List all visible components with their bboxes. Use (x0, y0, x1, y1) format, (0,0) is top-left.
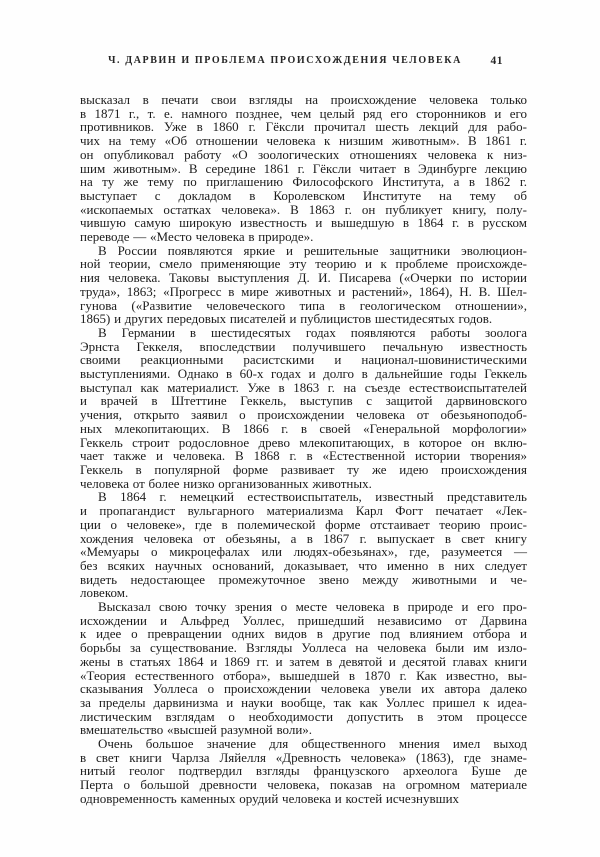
text-line: и врачей в Штеттине Геккель, выступив с защитой дарвиновского (80, 393, 527, 409)
text-line: на ту же тему по приглашению Философского Института, а в 1862 г. (80, 174, 527, 190)
text-line: 1865) и других передовых писателей и публицистов шестидесятых годов. (80, 311, 493, 327)
text-line: борьбы за существование. Взгляды Уоллеса на человека были им изло- (80, 640, 527, 656)
text-line: ных млекопитающих. В 1866 г. в своей «Генеральной морфологии» (80, 420, 527, 436)
text-line: переводе — «Место человека в природе». (80, 229, 314, 245)
text-line: жены в статьях 1864 и 1869 гг. и затем в девятой и десятой главах книги (80, 653, 527, 669)
paragraph (80, 93, 527, 244)
text-line: чих на тему «Об отношении человека к низшим животным». В 1861 г. (80, 133, 527, 149)
paragraph (80, 490, 527, 600)
text-line: листическим взглядам о необходимости допустить в этом процессе (80, 708, 527, 724)
text-block (80, 93, 527, 806)
text-line: «Теория естественного отбора», вышедшей в 1870 г. Как известно, вы- (80, 667, 527, 683)
text-line: В 1864 г. немецкий естествоиспытатель, известный представитель (98, 489, 527, 505)
text-line: гунова («Развитие человеческого типа в геологическом отношении», (80, 297, 527, 313)
text-line: ции о человеке», где в полемической форме отстаивает теорию проис- (80, 516, 527, 532)
text-line: ния человека. Таковы выступления Д. И. Писарева («Очерки по истории (80, 270, 527, 286)
text-line: своими реакционными расистскими и национал-шовинистическими (80, 352, 527, 368)
text-line: хождения человека от обезьяны, а в 1867 г. выпускает в свет книгу (80, 530, 527, 546)
text-line: видеть недостающее промежуточное звено между животными и че- (80, 571, 527, 587)
text-line: Эрнста Геккеля, впоследствии получившего печальную известность (80, 338, 527, 354)
paragraph (80, 326, 527, 490)
text-line: противников. Уже в 1860 г. Гёксли прочитал шесть лекций для рабо- (80, 119, 527, 135)
text-line: выступал как материалист. Уже в 1863 г. на съезде естествоиспытателей (80, 379, 527, 395)
text-line: труда», 1863; «Прогресс в мире животных и растений», 1864), Н. В. Шел- (80, 283, 527, 299)
text-line: шим животным». В середине 1861 г. Гёксли читает в Эдинбурге лекцию (80, 160, 527, 176)
text-line: чившую самую широкую известность и вышедшую в 1864 г. в русском (80, 215, 527, 231)
text-line: «Мемуары о микроцефалах или людях-обезьянах», где, разумеется — (80, 544, 527, 560)
text-line: чает также и человека. В 1868 г. в «Естественной истории творения» (80, 448, 527, 464)
text-line: вмешательство «высшей разумной воли». (80, 722, 313, 738)
text-line: в свет книги Чарлза Ляйелля «Древность человека» (1863), где знаме- (80, 749, 527, 765)
text-line: В России появляются яркие и решительные защитники эволюцион- (98, 242, 527, 258)
text-line: он опубликовал работу «О зоологических отношениях человека к низ- (80, 146, 527, 162)
text-line: сказывания Уоллеса о происхождении человека увели их автора далеко (80, 681, 527, 697)
text-line: «ископаемых остатках человека». В 1863 г. он публикует книгу, полу- (80, 201, 527, 217)
text-line: за пределы дарвинизма и науки вообще, так как Уоллес пришел к идеа- (80, 694, 527, 710)
text-line: В Германии в шестидесятых годах появляются работы зоолога (98, 324, 527, 340)
text-line: нитый геолог подтвердил взгляды французского археолога Буше де (80, 763, 527, 779)
text-line: выступает с докладом в Королевском Институте на тему об (80, 187, 527, 203)
text-line: Перта о большой древности человека, показав на огромном материале (80, 777, 527, 793)
running-header-title: Ч. ДАРВИН И ПРОБЛЕМА ПРОИСХОЖДЕНИЯ ЧЕЛОВЕКА (108, 55, 462, 66)
paragraph (80, 244, 527, 326)
text-line: учения, открыто заявил о происхождении человека от обезьяноподоб- (80, 407, 527, 423)
text-line: одновременность каменных орудий человека и костей исчезнувших (80, 790, 460, 806)
text-line: высказал в печати свои взгляды на происхождение человека только (80, 92, 527, 107)
text-line: ловеком. (80, 585, 129, 601)
text-line: и пропагандист вульгарного материализма Карл Фогт печатает «Лек- (80, 503, 527, 519)
page-number: 41 (490, 55, 503, 67)
text-line: выступлениями. Однако в 60-х годах и долго в дальнейшие годы Геккель (80, 366, 527, 382)
paragraph (80, 600, 527, 737)
text-line: без всяких научных оснований, доказывает, что именно в них следует (80, 557, 527, 573)
text-line: человека от более низко организованных животных. (80, 475, 372, 491)
text-line: Геккель строит родословное древо млекопитающих, в которое он вклю- (80, 434, 527, 450)
text-line: к идее о превращении одних видов в другие под влиянием отбора и (80, 626, 527, 642)
text-line: Очень большое значение для общественного мнения имел выход (98, 736, 527, 752)
text-line: исхождении и Альфред Уоллес, пришедший независимо от Дарвина (80, 612, 527, 628)
text-line: Высказал свою точку зрения о месте человека в природе и его про- (98, 599, 527, 615)
text-line: Геккель в популярной форме развивает ту же идею происхождения (80, 461, 527, 477)
text-line: в 1871 г., т. е. намного позднее, чем целый ряд его сторонников и его (80, 105, 527, 121)
text-line: ной теории, смело применяющие эту теорию и к проблеме происхожде- (80, 256, 527, 272)
paragraph (80, 737, 527, 806)
